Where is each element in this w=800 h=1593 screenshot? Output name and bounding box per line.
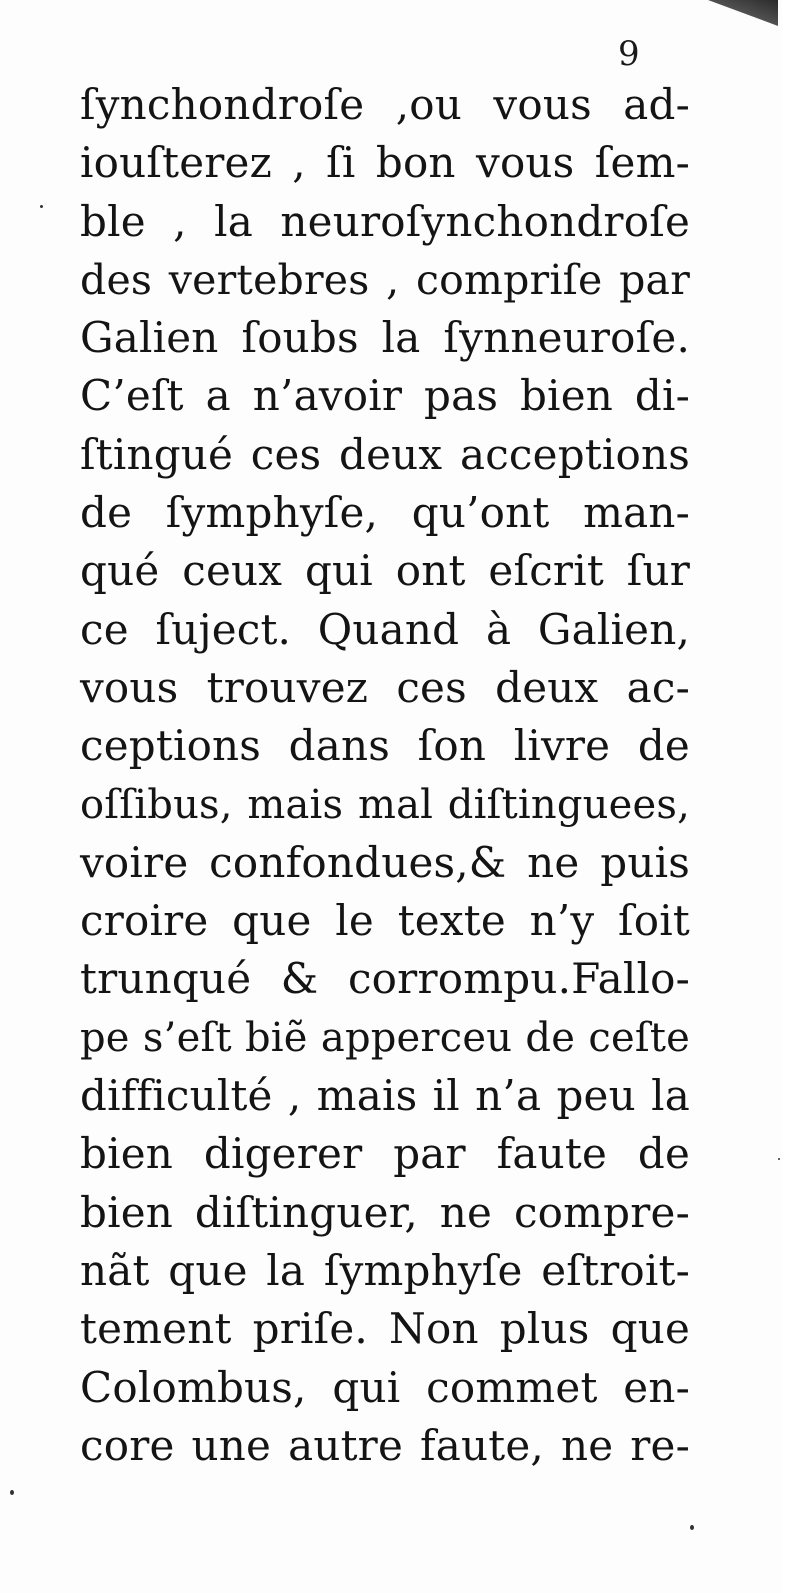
text-line: iouſterez , ſi bon vous ſem- — [80, 138, 690, 188]
print-speck — [690, 1525, 694, 1530]
page-corner-shadow — [708, 0, 778, 26]
text-line: nãt que la ſymphyſe eſtroit- — [80, 1245, 690, 1295]
text-line: bien diſtinguer, ne compre- — [80, 1187, 690, 1237]
page-edge — [782, 0, 800, 1593]
text-line: core une autre faute, ne re- — [80, 1420, 690, 1470]
text-line: tement priſe. Non plus que — [80, 1304, 690, 1354]
text-line: ceptions dans ſon livre de — [80, 721, 690, 771]
print-speck — [10, 1490, 14, 1495]
print-speck — [40, 205, 43, 208]
text-line: difficulté , mais il n’a peu la — [80, 1071, 690, 1121]
text-line: voire confondues,& ne puis — [80, 837, 690, 887]
text-line: ce ſuject. Quand à Galien, — [80, 604, 690, 654]
text-line: bien digerer par faute de — [80, 1129, 690, 1179]
page-number: 9 — [618, 34, 640, 74]
body-text — [80, 76, 690, 1475]
text-line: C’eſt a n’avoir pas bien di- — [80, 371, 690, 421]
text-line: ſtingué ces deux acceptions — [80, 429, 690, 479]
text-line: Galien ſoubs la ſynneuroſe. — [80, 313, 690, 363]
text-line: vous trouvez ces deux ac- — [80, 662, 690, 712]
text-line: ble , la neuroſynchondroſe — [80, 196, 690, 246]
text-line: pe s’eſt biẽ apperceu de ceſte — [80, 1014, 690, 1061]
text-line: des vertebres , compriſe par — [80, 255, 690, 304]
text-line: croire que le texte n’y ſoit — [80, 896, 690, 946]
text-line: ſynchondroſe ,ou vous ad- — [80, 80, 690, 129]
text-line: Colombus, qui commet en- — [80, 1362, 690, 1412]
text-line: oſſibus, mais mal diſtinguees, — [80, 781, 690, 828]
text-line: de ſymphyſe, qu’ont man- — [80, 488, 690, 538]
text-line: trunqué & corrompu.Fallo- — [80, 954, 690, 1004]
text-line: qué ceux qui ont eſcrit ſur — [80, 546, 690, 596]
print-speck — [778, 1158, 780, 1160]
